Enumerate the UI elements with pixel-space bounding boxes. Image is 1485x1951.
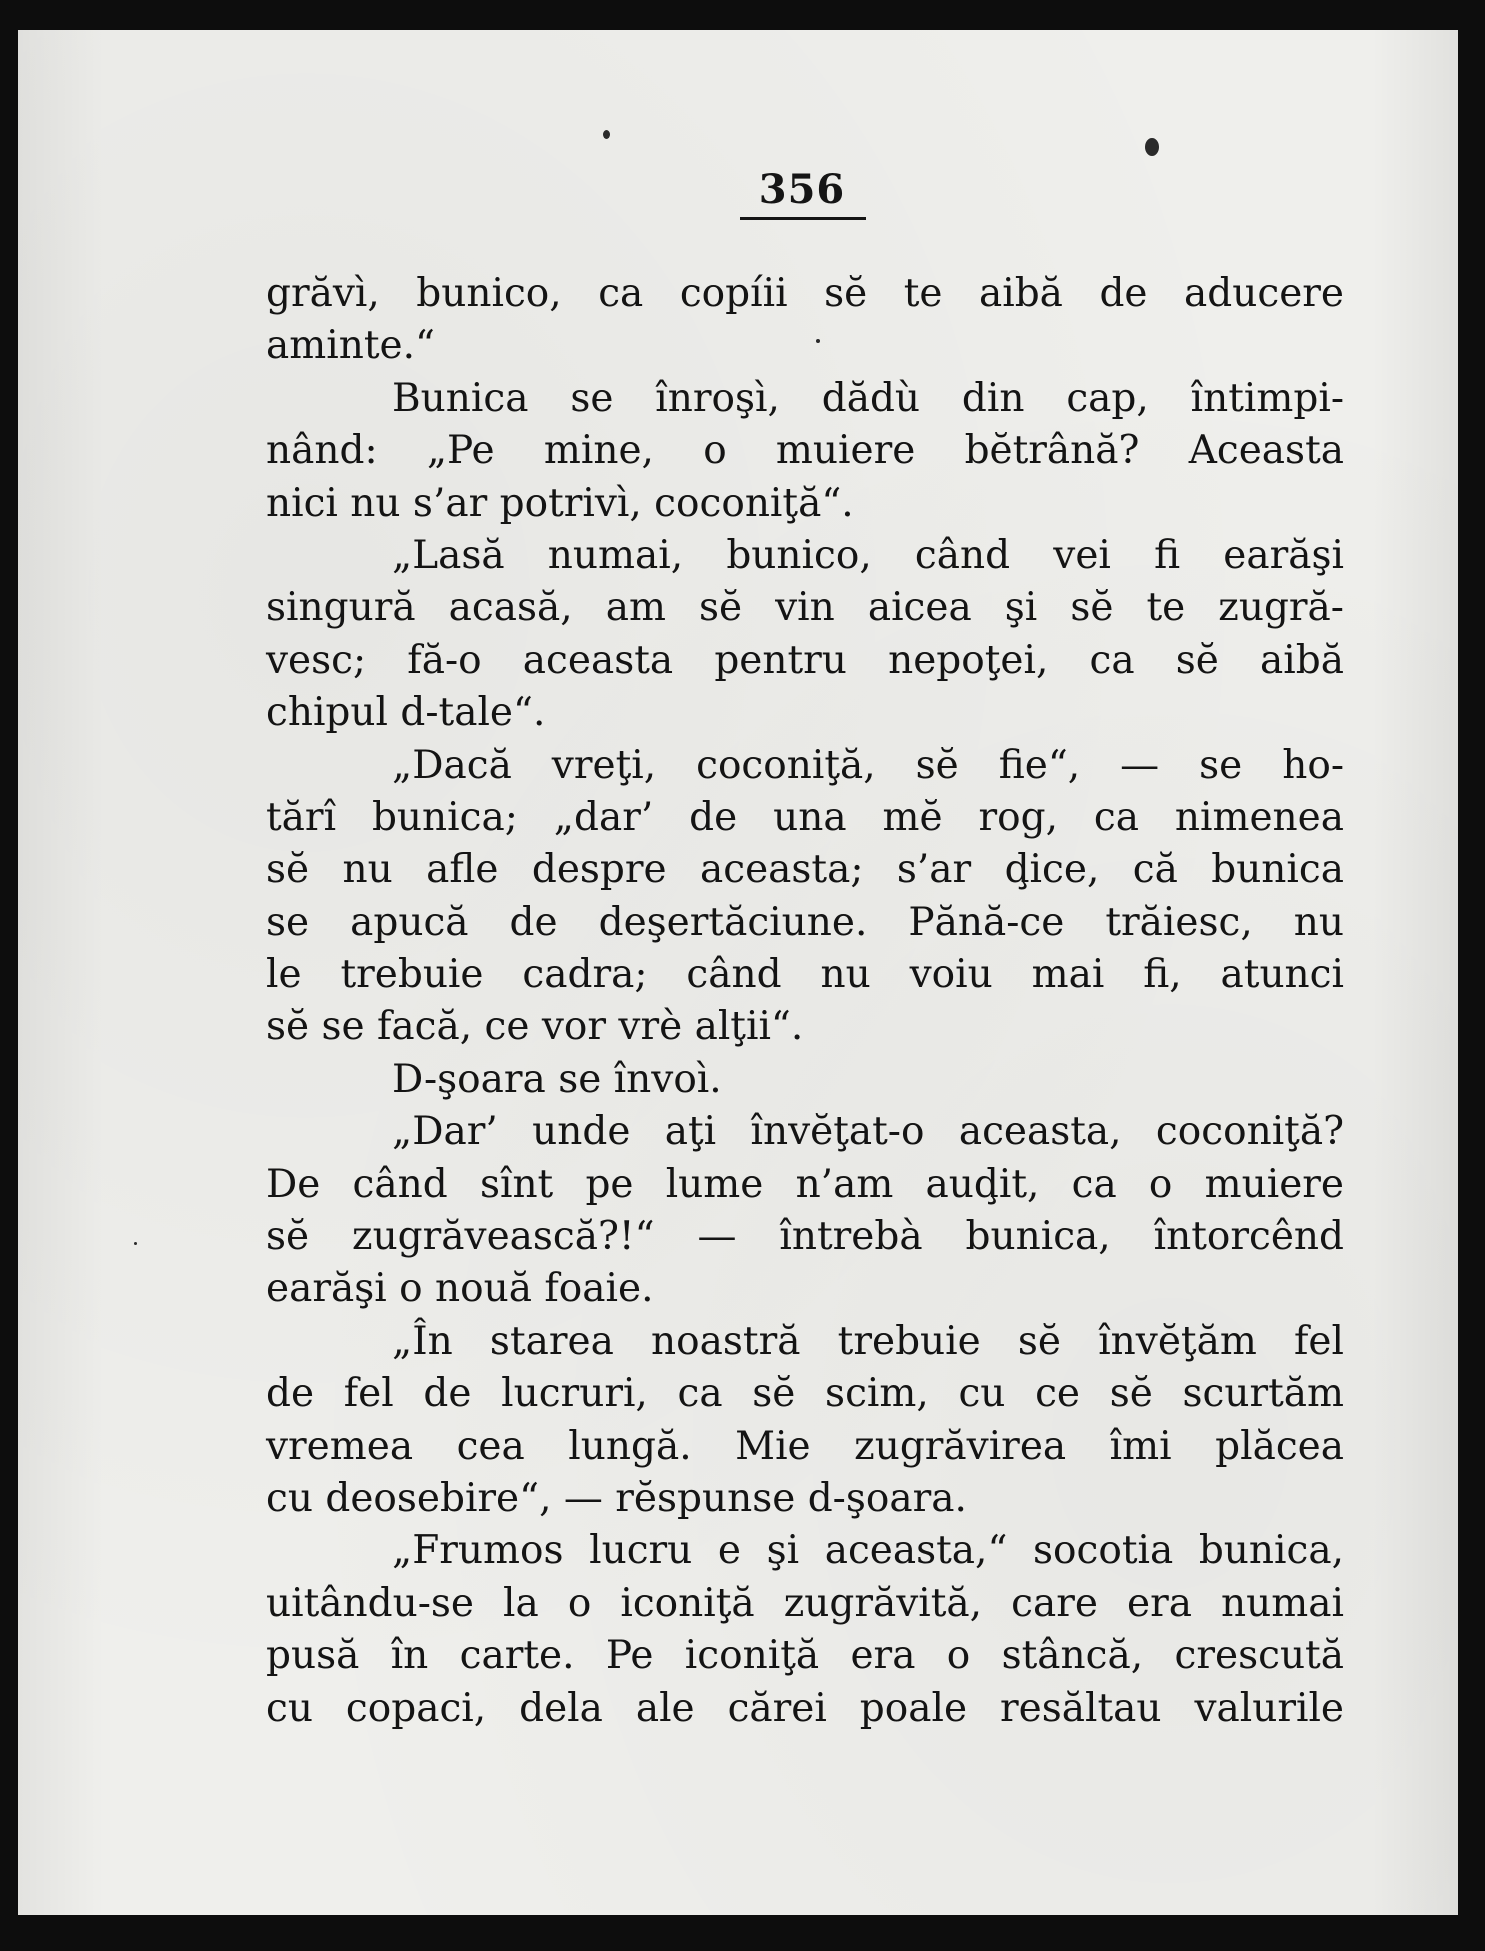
text-line: nând: „Pe mine, o muiere bĕtrână? Aceasta	[266, 428, 1344, 474]
text-line: singură acasă, am sĕ vin aicea şi sĕ te zugră-	[266, 585, 1344, 631]
text-line: „Dar’ unde aţi învĕţat-o aceasta, coconiţă?	[392, 1109, 1344, 1155]
text-line: uitându-se la o iconiţă zugrăvită, care era numai	[266, 1580, 1344, 1626]
page-number-rule	[740, 217, 866, 220]
text-line: earăşi o nouă foaie.	[266, 1266, 654, 1312]
text-line: D-şoara se învoì.	[392, 1056, 722, 1102]
text-line: sĕ se facă, ce vor vrè alţii“.	[266, 1004, 804, 1050]
text-line: cu copaci, dela ale cărei poale resăltau valurile	[266, 1685, 1344, 1731]
text-line: aminte.“	[266, 323, 435, 369]
text-line: nici nu s’ar potrivì, coconiţă“.	[266, 480, 854, 526]
text-line: tărî bunica; „dar’ de una mĕ rog, ca nimenea	[266, 794, 1344, 840]
ink-speck	[134, 1242, 137, 1245]
text-line: „Frumos lucru e şi aceasta,“ socotia bunica,	[392, 1528, 1344, 1574]
text-line: de fel de lucruri, ca sĕ scim, cu ce sĕ scurtăm	[266, 1371, 1344, 1417]
text-line: „Lasă numai, bunico, când vei fi earăşi	[392, 532, 1344, 578]
ink-speck	[603, 130, 610, 139]
text-line: Bunica se înroşì, dădù din cap, întimpi-	[392, 375, 1344, 421]
text-line: sĕ zugrăvească?!“ — întrebà bunica, întorcênd	[266, 1214, 1344, 1260]
text-line: vremea cea lungă. Mie zugrăvirea îmi plăcea	[266, 1423, 1344, 1469]
text-line: De când sînt pe lume n’am auḑit, ca o muiere	[266, 1161, 1344, 1207]
text-line: se apucă de deşertăciune. Pănă-ce trăiesc, nu	[266, 899, 1344, 945]
text-line: vesc; fă-o aceasta pentru nepoţei, ca sĕ aibă	[266, 637, 1344, 683]
text-line: cu deosebire“, — rĕspunse d-şoara.	[266, 1475, 967, 1521]
text-line: chipul d-tale“.	[266, 690, 546, 736]
text-line: „În starea noastră trebuie sĕ învĕţăm fel	[392, 1318, 1344, 1364]
page-number: 356	[758, 166, 846, 213]
body-text	[266, 268, 1344, 1735]
text-line: „Dacă vreţi, coconiţă, sĕ fie“, — se ho-	[392, 742, 1344, 788]
ink-speck	[1145, 138, 1159, 156]
text-line: sĕ nu afle despre aceasta; s’ar ḑice, că bunica	[266, 847, 1344, 893]
text-line: grăvì, bunico, ca copíii sĕ te aibă de aducere	[266, 271, 1344, 316]
text-line: le trebuie cadra; când nu voiu mai fi, atunci	[266, 952, 1344, 998]
text-line: pusă în carte. Pe iconiţă era o stâncă, crescută	[266, 1633, 1344, 1679]
